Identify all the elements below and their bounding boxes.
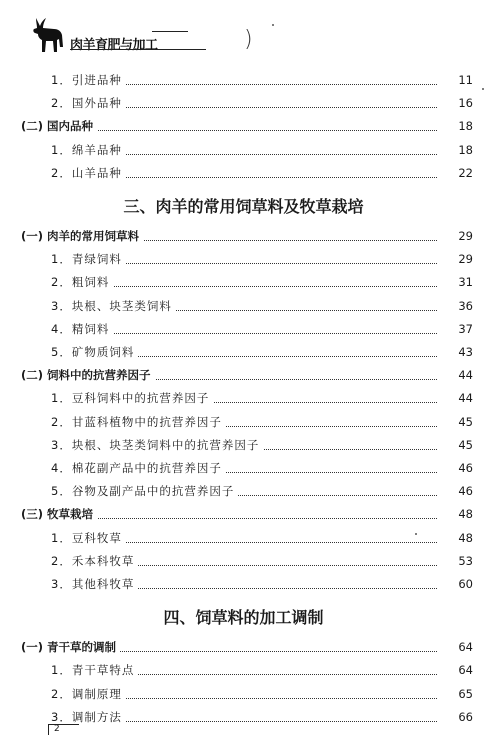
toc-page-number: 44 <box>458 391 473 406</box>
toc-entry-label: 5．谷物及副产品中的抗营养因子 <box>51 481 238 501</box>
goat-logo-icon <box>30 16 66 54</box>
toc-entry-label: (二) 饲料中的抗营养因子 <box>21 365 155 385</box>
toc-entry-label: 2．调制原理 <box>51 684 126 704</box>
toc-entry-label: 1．青绿饲料 <box>51 249 126 269</box>
toc-page-number: 64 <box>458 640 473 655</box>
toc-entry-label: 3．调制方法 <box>51 707 126 727</box>
toc-entry-label: 4．精饲料 <box>51 319 113 339</box>
toc-entry[interactable] <box>0 163 487 183</box>
toc-entry[interactable] <box>0 574 487 594</box>
toc-page-number: 46 <box>458 461 473 475</box>
header-rule <box>70 49 206 50</box>
toc-entry-label: 3．其他科牧草 <box>51 574 138 594</box>
header-rule-upper <box>152 31 188 32</box>
scan-speck <box>482 88 484 90</box>
toc-page-number: 18 <box>458 119 473 134</box>
toc-entry-label: 2．禾本科牧草 <box>51 551 138 571</box>
toc-entry-label: 3．块根、块茎类饲料中的抗营养因子 <box>51 435 263 455</box>
toc-page-number: 36 <box>458 298 473 313</box>
toc-page-number: 29 <box>458 229 473 243</box>
toc-entry-label: 1．引进品种 <box>51 70 126 90</box>
toc-page-number: 45 <box>458 437 473 452</box>
toc-entry-label: 1．豆科饲料中的抗营养因子 <box>51 388 213 408</box>
toc-entry-label: (一) 肉羊的常用饲草料 <box>21 226 143 246</box>
toc-page-number: 60 <box>458 577 473 591</box>
toc-page-number: 22 <box>458 165 473 180</box>
toc-page-number: 16 <box>458 96 473 111</box>
toc-page-number: 37 <box>458 321 473 336</box>
toc-page-number: 29 <box>458 252 473 267</box>
toc-page-number: 31 <box>458 275 473 290</box>
toc-entry-label: 1．绵羊品种 <box>51 140 126 160</box>
toc-page-number: 45 <box>458 414 473 429</box>
book-title: 肉羊育肥与加工 <box>70 38 158 53</box>
toc-entry-label: 2．国外品种 <box>51 93 126 113</box>
toc-page-number: 48 <box>458 507 473 522</box>
toc-page-number: 66 <box>458 709 473 724</box>
toc-entry-label: 3．块根、块茎类饲料 <box>51 296 176 316</box>
toc-entry-label: 1．青干草特点 <box>51 660 138 680</box>
running-header <box>0 0 487 60</box>
toc-entry-label: 2．山羊品种 <box>51 163 126 183</box>
toc-entry-label: 4．棉花副产品中的抗营养因子 <box>51 458 226 478</box>
toc-page-number: 46 <box>458 484 473 499</box>
toc-entry-label: (一) 青干草的调制 <box>21 637 120 657</box>
toc-page-number: 53 <box>458 553 473 568</box>
footer-page-box <box>48 724 79 735</box>
toc-page-number: 48 <box>458 530 473 545</box>
toc-page-number: 43 <box>458 345 473 359</box>
toc-page-number: 11 <box>458 73 473 87</box>
toc-entry-label: 2．甘蓝科植物中的抗营养因子 <box>51 412 226 432</box>
toc-entry-label: (二) 国内品种 <box>21 116 97 136</box>
scan-speck <box>272 24 274 26</box>
toc-page-number: 65 <box>458 686 473 701</box>
toc-entry-label: 1．豆科牧草 <box>51 528 126 548</box>
toc-page-number: 44 <box>458 368 473 383</box>
footer-page-number: 2 <box>54 724 60 734</box>
toc-page-number: 18 <box>458 142 473 157</box>
toc-entry-label: 5．矿物质饲料 <box>51 342 138 362</box>
section-heading: 四、饲草料的加工调制 <box>163 608 324 628</box>
section-heading: 三、肉羊的常用饲草料及牧草栽培 <box>123 197 364 216</box>
scan-speck <box>415 533 417 535</box>
toc-page-number: 64 <box>458 663 473 678</box>
toc-entry-label: 2．粗饲料 <box>51 272 113 292</box>
header-bracket: ) <box>244 27 253 52</box>
toc-entry-label: (三) 牧草栽培 <box>21 504 97 524</box>
